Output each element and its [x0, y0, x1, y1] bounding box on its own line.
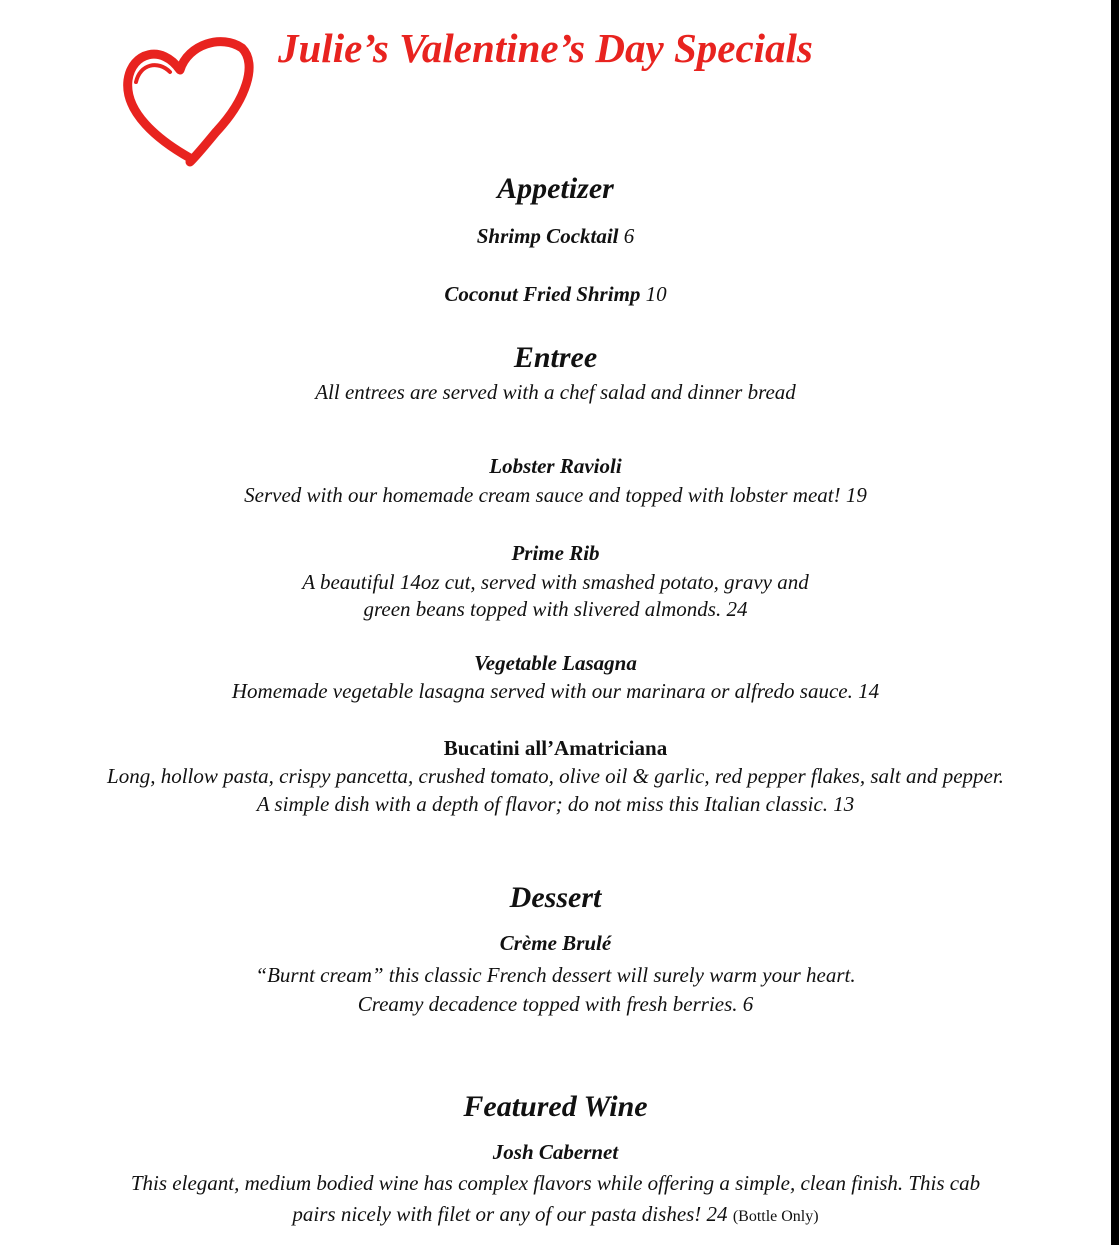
item-description: This elegant, medium bodied wine has complex flavors while offering a simple, clean finish. This cab	[130, 1171, 981, 1195]
section-heading-appetizer: Appetizer	[497, 172, 614, 205]
item-description: “Burnt cream” this classic French dessert will surely warm your heart.	[255, 963, 856, 987]
entree-note: All entrees are served with a chef salad and dinner bread	[315, 380, 796, 404]
item-description-text: pairs nicely with filet or any of our pasta dishes! 24	[292, 1202, 728, 1226]
item-name: Bucatini all’Amatriciana	[443, 736, 668, 760]
item-description: A simple dish with a depth of flavor; do not miss this Italian classic. 13	[256, 792, 855, 816]
item-description: Served with our homemade cream sauce and topped with lobster meat! 19	[244, 483, 867, 507]
section-heading-entree: Entree	[513, 341, 598, 374]
menu-item	[0, 282, 1111, 307]
item-price: 10	[645, 282, 667, 306]
item-description: Homemade vegetable lasagna served with our marinara or alfredo sauce. 14	[231, 679, 880, 703]
heart-outline-icon	[118, 30, 258, 168]
item-name: Coconut Fried Shrimp	[444, 282, 641, 306]
item-name: Shrimp Cocktail	[476, 224, 619, 248]
item-name: Lobster Ravioli	[489, 454, 622, 478]
item-description: A beautiful 14oz cut, served with smashed potato, gravy and	[302, 570, 809, 594]
item-description: Long, hollow pasta, crispy pancetta, crushed tomato, olive oil & garlic, red pepper flakes, salt and pepper.	[107, 764, 1004, 788]
item-name: Prime Rib	[511, 541, 600, 565]
menu-item	[0, 224, 1111, 249]
section-heading-featured-wine: Featured Wine	[463, 1090, 648, 1123]
item-description: Creamy decadence topped with fresh berries. 6	[357, 992, 754, 1016]
item-name: Crème Brulé	[499, 931, 612, 955]
bottle-only-note: (Bottle Only)	[732, 1208, 819, 1225]
item-description	[0, 1200, 1111, 1231]
item-price: 6	[623, 224, 635, 248]
page-title: Julie’s Valentine’s Day Specials	[278, 25, 813, 71]
section-heading-dessert: Dessert	[509, 881, 602, 914]
item-name: Josh Cabernet	[492, 1140, 619, 1164]
item-description: green beans topped with slivered almonds. 24	[363, 597, 748, 621]
item-name: Vegetable Lasagna	[474, 651, 637, 675]
